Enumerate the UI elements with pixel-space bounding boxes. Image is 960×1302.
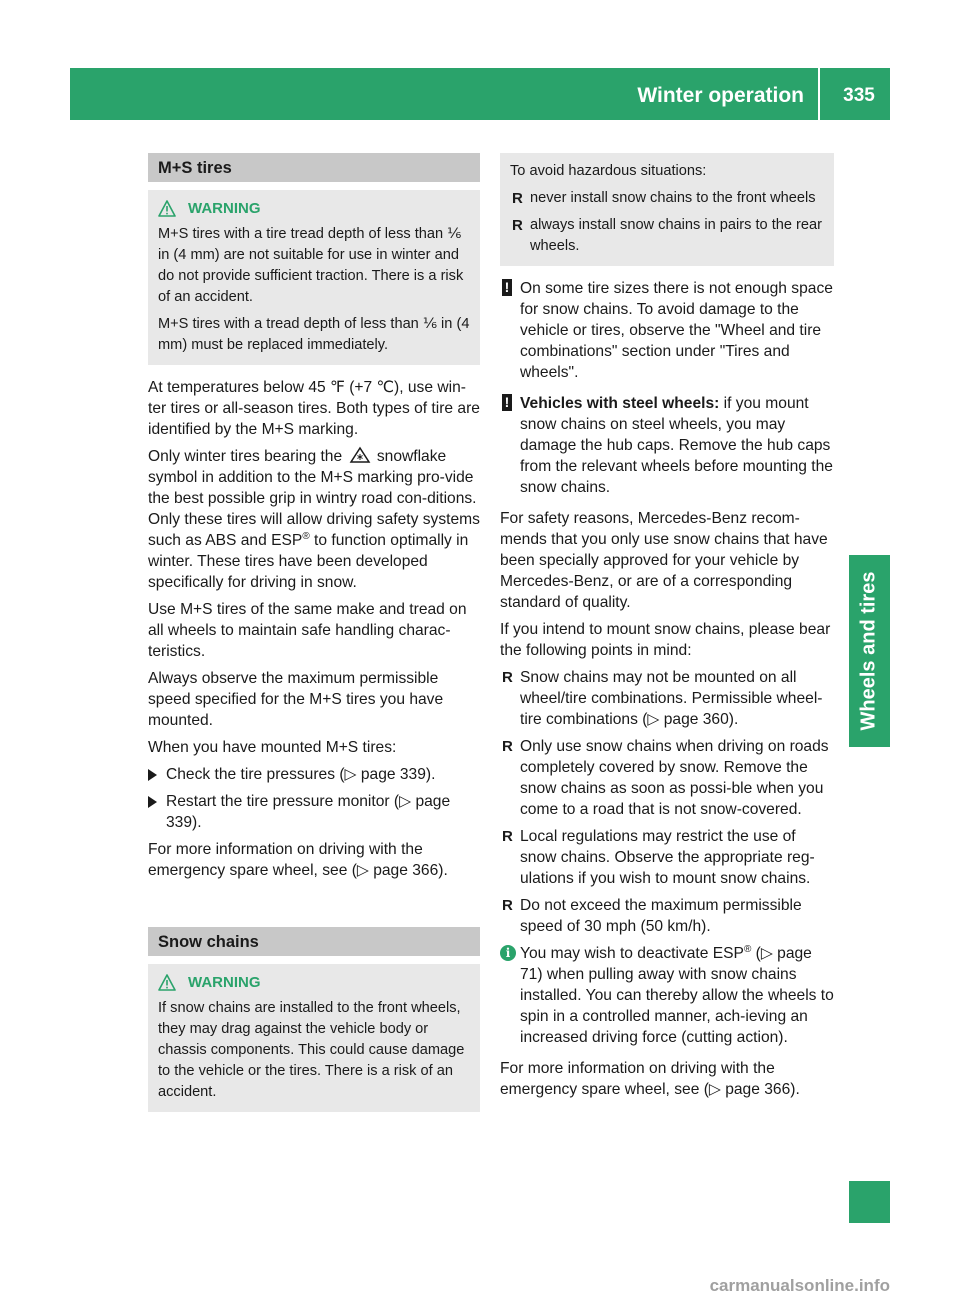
left-column	[148, 153, 480, 1124]
warning-triangle-icon	[158, 200, 176, 217]
warning-continuation-box	[500, 153, 834, 266]
bullet-mark: R	[502, 738, 513, 755]
warning-title	[158, 198, 472, 219]
right-column	[500, 153, 834, 1106]
paragraph: If you intend to mount snow chains, please bear the following points in mind:	[500, 621, 831, 659]
paragraph: For safety reasons, Mercedes-Benz recom‐mends that you only use snow chains that have been specially approved for your vehicle by Mercedes-Benz, or are of a corresponding standard of quality.	[500, 510, 828, 611]
warning-box	[148, 190, 480, 365]
action-text: Restart the tire pressure monitor (▷ page 339).	[166, 793, 451, 831]
list-item-text: always install snow chains in pairs to the rear wheels.	[530, 217, 823, 254]
paragraph: Always observe the maximum permissible speed specified for the M+S tires you have mounted.	[148, 670, 444, 729]
action-step	[148, 764, 480, 785]
warning-label: WARNING	[188, 200, 261, 217]
exclamation-icon: !	[502, 279, 512, 296]
chapter-title: Winter operation	[637, 68, 820, 120]
caution-note	[500, 278, 834, 383]
bullet-mark: R	[502, 669, 513, 686]
note-bold-text: Vehicles with steel wheels:	[520, 395, 720, 412]
warning-box	[148, 964, 480, 1112]
snowflake-mountain-icon	[347, 446, 373, 464]
list-item-text: Snow chains may not be mounted on all wheel/tire combinations. Permissible wheel-tire combinations (▷ page 360).	[520, 669, 823, 728]
paragraph: At temperatures below 45 ℉ (+7 ℃), use win‐ter tires or all-season tires. Both types of tire are identified by the M+S marking.	[148, 379, 480, 438]
section-side-tab	[849, 555, 890, 747]
text-span: snowflake symbol in addition to the M+S marking pro‐vide the best possible grip in wintry road con‐ditions. Only these tires will allow driving safety systems such as ABS and ESP	[148, 448, 480, 549]
action-text: Check the tire pressures (▷ page 339).	[166, 766, 436, 783]
caution-note	[500, 393, 834, 498]
paragraph: For more information on driving with the emergency spare wheel, see (▷ page 366).	[500, 1060, 800, 1098]
section-heading-snow-chains: Snow chains	[148, 927, 480, 956]
warning-text: To avoid hazardous situations:	[510, 163, 707, 179]
list-item	[500, 826, 834, 889]
text-span: to function optimally in winter. These tires have been developed specifically for driving in snow.	[148, 532, 469, 591]
registered-mark: ®	[743, 943, 752, 955]
list-item-text: Only use snow chains when driving on roads completely covered by snow. Remove the snow chains as soon as possi‐ble when you come to a road that is not snow-covered.	[520, 738, 829, 818]
registered-mark: ®	[302, 530, 310, 542]
bullet-mark: R	[502, 897, 513, 914]
warning-text: M+S tires with a tire tread depth of less than ⅙ in (4 mm) are not suitable for use in winter and do not provide sufficient traction. There is a risk of an accident.	[158, 226, 464, 305]
side-tab-label: Wheels and tires	[857, 571, 880, 731]
note-text: On some tire sizes there is not enough space for snow chains. To avoid damage to the vehicle or tires, observe the "Wheel and tire combinations" section under "Tires and wheels".	[520, 280, 833, 381]
info-note	[500, 943, 834, 1048]
list-item	[500, 667, 834, 730]
bullet-mark: R	[512, 217, 523, 234]
action-step	[148, 791, 480, 833]
bullet-mark: R	[502, 828, 513, 845]
info-icon: i	[500, 945, 516, 961]
text-span: Only winter tires bearing the	[148, 448, 343, 465]
bullet-mark: R	[512, 190, 523, 207]
action-arrow-icon	[148, 796, 157, 808]
page-number: 335	[843, 85, 875, 106]
section-heading-ms-tires: M+S tires	[148, 153, 480, 182]
paragraph	[148, 446, 480, 593]
note-text: (▷ page 71) when pulling away with snow chains installed. You can thereby allow the wheels to spin in a controlled manner, ach‐ieving an increased driving force (cutting action).	[520, 945, 834, 1046]
note-text: if you mount snow chains on steel wheels, you may damage the hub caps. Remove the hub caps from the relevant wheels before mounting the snow chains.	[520, 395, 833, 496]
exclamation-icon: !	[502, 394, 512, 411]
side-marker	[849, 1181, 890, 1223]
warning-text: If snow chains are installed to the front wheels, they may drag against the vehicle body or chassis components. This could cause damage to the vehicle or the tires. There is a risk of an accident.	[158, 1000, 465, 1100]
list-item	[510, 188, 826, 209]
warning-title	[158, 972, 472, 993]
paragraph: When you have mounted M+S tires:	[148, 739, 397, 756]
action-arrow-icon	[148, 769, 157, 781]
paragraph: For more information on driving with the emergency spare wheel, see (▷ page 366).	[148, 841, 448, 879]
list-item-text: Local regulations may restrict the use of snow chains. Observe the appropriate reg‐ulations if you wish to mount snow chains.	[520, 828, 815, 887]
list-item	[500, 736, 834, 820]
list-item	[510, 215, 826, 257]
paragraph: Use M+S tires of the same make and tread on all wheels to maintain safe handling charac‐teristics.	[148, 601, 467, 660]
warning-triangle-icon	[158, 974, 176, 991]
warning-label: WARNING	[188, 974, 261, 991]
watermark: carmanualsonline.info	[709, 1276, 890, 1295]
list-item-text: never install snow chains to the front wheels	[530, 190, 816, 206]
page-header	[70, 68, 890, 120]
list-item	[500, 895, 834, 937]
list-item-text: Do not exceed the maximum permissible speed of 30 mph (50 km/h).	[520, 897, 802, 935]
warning-text: M+S tires with a tread depth of less than ⅙ in (4 mm) must be replaced immediately.	[158, 316, 470, 353]
note-text: You may wish to deactivate ESP	[520, 945, 744, 962]
